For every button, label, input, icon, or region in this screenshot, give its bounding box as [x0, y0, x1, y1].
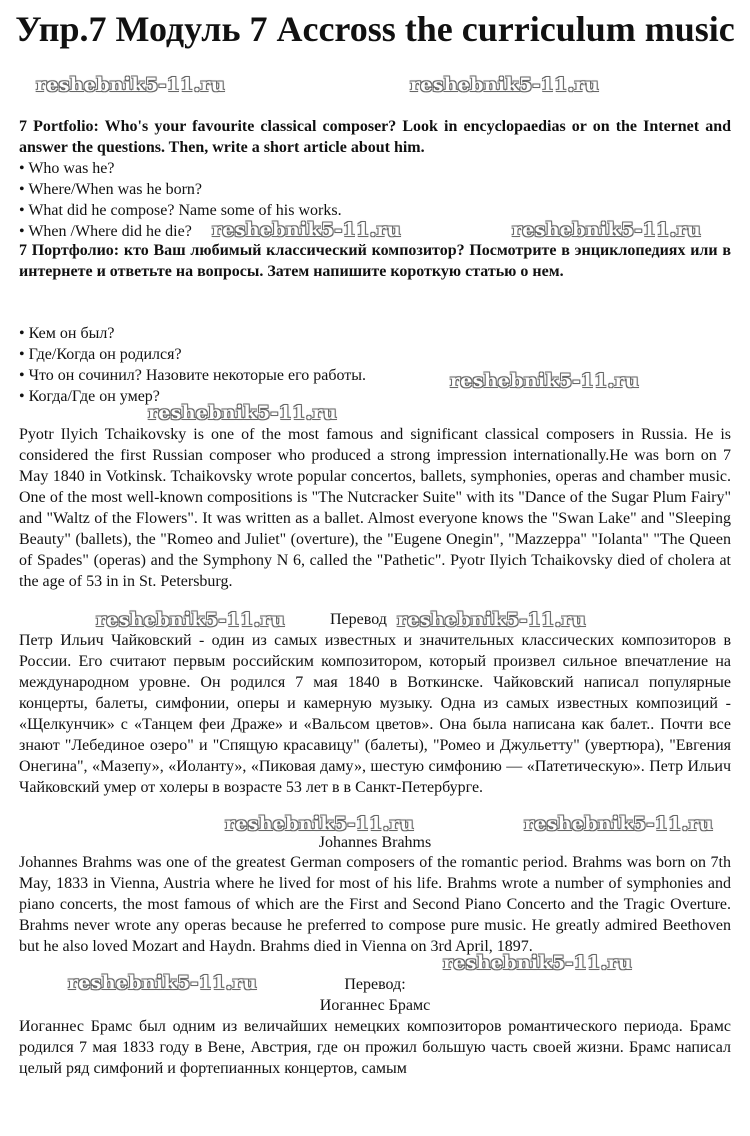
watermark: reshebnik5-11.ru	[36, 74, 225, 96]
watermark: reshebnik5-11.ru	[397, 609, 586, 631]
question-en-1: • Who was he?	[19, 160, 115, 177]
watermark: reshebnik5-11.ru	[68, 972, 257, 994]
question-en-4: • When /Where did he die?	[19, 223, 192, 240]
question-ru-4: • Когда/Где он умер?	[19, 388, 160, 405]
watermark: reshebnik5-11.ru	[96, 609, 285, 631]
task-english: 7 Portfolio: Who's your favourite classical composer? Look in encyclopaedias or on the Internet and answer the questions. Then, write a short article about him.	[19, 118, 731, 156]
translation-label: Перевод	[330, 611, 387, 628]
watermark: reshebnik5-11.ru	[443, 952, 632, 974]
task-russian: 7 Портфолио: кто Ваш любимый классический композитор? Посмотрите в энциклопедиях или в интернете и ответьте на вопросы. Затем напишите короткую статью о нем.	[19, 242, 731, 280]
page-title: Упр.7 Модуль 7 Accross the curriculum music	[15, 9, 735, 49]
tchaikovsky-article-english: Pyotr Ilyich Tchaikovsky is one of the most famous and significant classical composers in Russia. He is considered the first Russian composer who produced a strong impression internationally.He was born on 7 May 1840 in Votkinsk. Tchaikovsky wrote popular concertos, ballets, symphonies, operas and chamber music. One of the most well-known compositions is "The Nutcracker Suite" with its "Dance of the Sugar Plum Fairy" and "Waltz of the Flowers". It was written as a ballet. Almost everyone knows the "Swan Lake" and "Sleeping Beauty" (ballets), the "Romeo and Juliet" (overture), the "Eugene Onegin", "Mazzeppa" "Iolanta" "The Queen of Spades" (operas) and the Symphony N 6, called the "Pathetic". Pyotr Ilyich Tchaikovsky died of cholera at the age of 53 in in St. Petersburg.	[19, 426, 731, 590]
brahms-article-english: Johannes Brahms was one of the greatest German composers of the romantic period. Brahms was born on 7th May, 1833 in Vienna, Austria where he lived for most of his life. Brahms wrote a number of symphonies and piano concerts, the most famous of which are the First and Second Piano Concerto and the Tragic Overture. Brahms never wrote any operas because he preferred to compose pure music. He greatly admired Beethoven but he also loved Mozart and Haydn. Brahms died in Vienna on 3rd April, 1897.	[19, 854, 731, 955]
question-ru-2: • Где/Когда он родился?	[19, 346, 182, 363]
watermark: reshebnik5-11.ru	[524, 813, 713, 835]
brahms-article-russian: Иоганнес Брамс был одним из величайших немецких композиторов романтического периода. Брамс родился 7 мая 1833 году в Вене, Австрия, где он прожил большую часть своей жизни. Брамс написал целый ряд симфоний и фортепианных концертов, самым	[19, 1018, 731, 1077]
question-en-2: • Where/When was he born?	[19, 181, 203, 198]
question-ru-3: • Что он сочинил? Назовите некоторые его работы.	[19, 367, 367, 384]
question-ru-1: • Кем он был?	[19, 325, 115, 342]
watermark: reshebnik5-11.ru	[512, 219, 701, 241]
brahms-heading-russian: Иоганнес Брамс	[319, 997, 431, 1014]
question-en-3: • What did he compose? Name some of his works.	[19, 202, 342, 219]
brahms-heading-english: Johannes Brahms	[318, 834, 432, 851]
watermark: reshebnik5-11.ru	[212, 219, 401, 241]
watermark: reshebnik5-11.ru	[225, 813, 414, 835]
tchaikovsky-article-russian: Петр Ильич Чайковский - один из самых известных и значительных классических композиторов в России. Его считают первым российским композитором, который произвел сильное впечатление на международном уровне. Он родился 7 мая 1840 в Воткинске. Чайковский написал популярные концерты, балеты, симфонии, оперы и камерную музыку. Одна из самых известных композиций - «Щелкунчик» с «Танцем феи Драже» и «Вальсом цветов». Она была написана как балет.. Почти все знают "Лебединое озеро" и "Спящую красавицу" (балеты), "Ромео и Джульетту" (увертюра), "Евгения Онегина", «Мазепу», «Иоланту», «Пиковая даму», шестую симфонию — «Патетическую». Петр Ильич Чайковский умер от холеры в возрасте 53 лет в в Санкт-Петербурге.	[19, 632, 731, 796]
watermark: reshebnik5-11.ru	[148, 402, 337, 424]
watermark: reshebnik5-11.ru	[450, 370, 639, 392]
watermark: reshebnik5-11.ru	[410, 74, 599, 96]
translation-label-2: Перевод:	[344, 976, 406, 993]
